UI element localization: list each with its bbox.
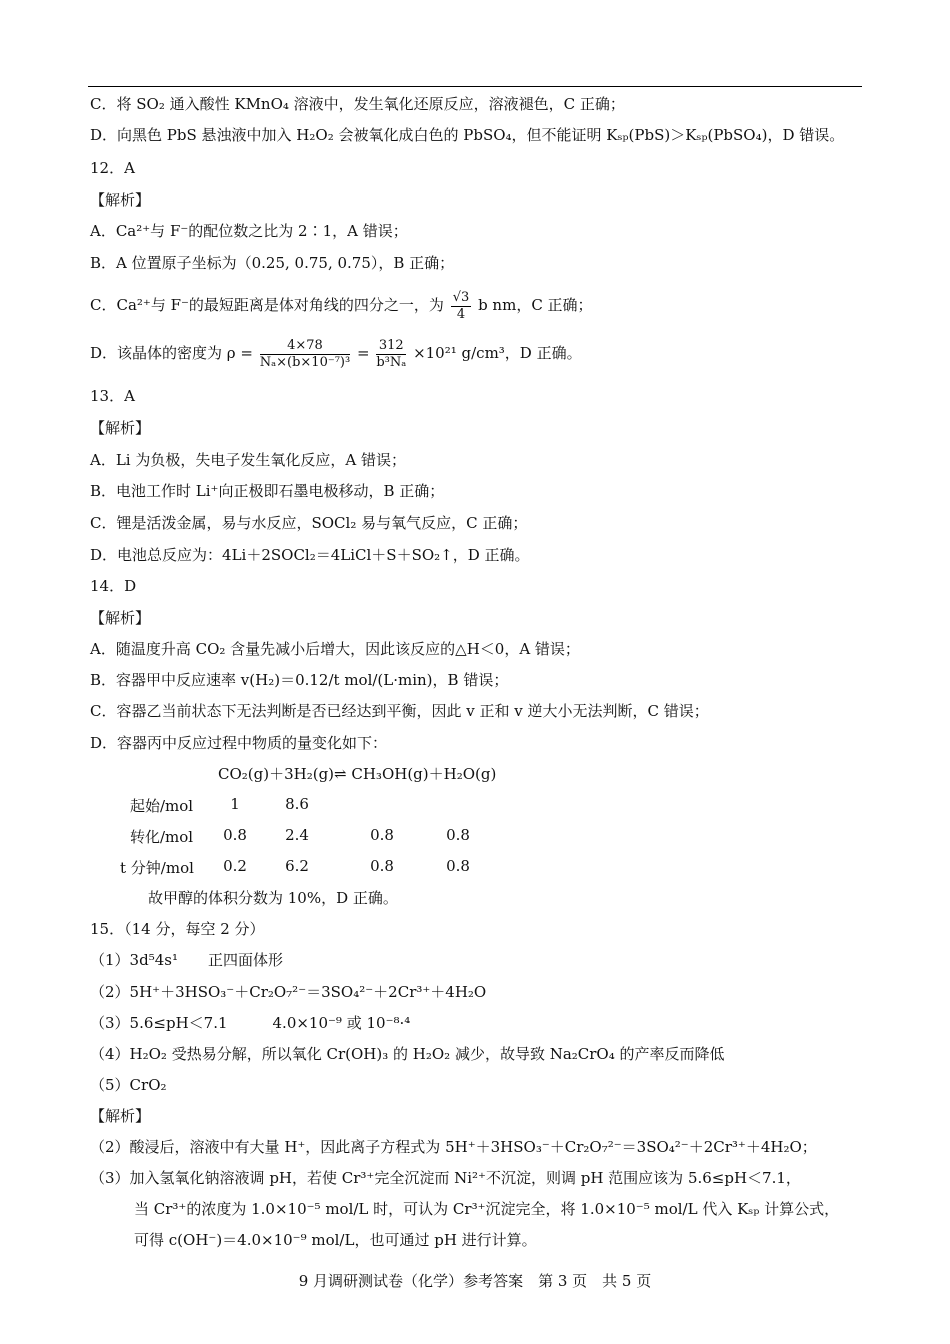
- text-line: C．容器乙当前状态下无法判断是否已经达到平衡，因此 v 正和 v 逆大小无法判断，C 错误；: [90, 702, 709, 720]
- row-label: t 分钟/mol: [120, 859, 194, 877]
- question-number: 13．A: [90, 387, 135, 405]
- text-segment: ×10²¹ g/cm³，D 正确。: [413, 344, 582, 362]
- text-line: B．容器甲中反应速率 v(H₂)＝0.12/t mol/(L·min)，B 错误；: [90, 671, 509, 689]
- text-line: A．Li 为负极，失电子发生氧化反应，A 错误；: [90, 451, 406, 469]
- text-line: C．将 SO₂ 通入酸性 KMnO₄ 溶液中，发生氧化还原反应，溶液褪色，C 正确；: [90, 95, 625, 113]
- text-segment: C．Ca²⁺与 F⁻的最短距离是体对角线的四分之一，为: [90, 296, 444, 314]
- text-line: D．向黑色 PbS 悬浊液中加入 H₂O₂ 会被氧化成白色的 PbSO₄，但不能证明 Kₛₚ(PbS)＞Kₛₚ(PbSO₄)，D 错误。: [90, 126, 845, 144]
- fraction: [260, 338, 350, 371]
- text-segment: D．该晶体的密度为 ρ =: [90, 344, 253, 362]
- table-row: [130, 795, 193, 816]
- fraction-numerator: √3: [452, 289, 470, 305]
- header-rule: [88, 86, 862, 87]
- fraction-denominator: b³Nₐ: [376, 354, 407, 370]
- text-line: 当 Cr³⁺的浓度为 1.0×10⁻⁵ mol/L 时，可认为 Cr³⁺沉淀完全，将 1.0×10⁻⁵ mol/L 代入 Kₛₚ 计算公式，: [134, 1200, 840, 1218]
- text-segment: b nm，C 正确；: [478, 296, 593, 314]
- text-line-density-formula: [90, 333, 582, 373]
- row-label: 转化/mol: [130, 828, 194, 846]
- chemical-equation: CO₂(g)＋3H₂(g)⇌ CH₃OH(g)＋H₂O(g): [218, 765, 497, 783]
- page-footer: 9 月调研测试卷（化学）参考答案 第 3 页 共 5 页: [298, 1272, 652, 1290]
- text-line: D．电池总反应为：4Li＋2SOCl₂＝4LiCl＋S＋SO₂↑，D 正确。: [90, 546, 530, 564]
- question-number: 12．A: [90, 159, 135, 177]
- table-cell: 0.8: [446, 857, 470, 875]
- table-cell: 0.8: [370, 857, 394, 875]
- fraction: [451, 290, 472, 323]
- table-cell: 0.8: [446, 826, 470, 844]
- answer-line: （1）3d⁵4s¹ 正四面体形: [90, 951, 283, 969]
- table-cell: 2.4: [285, 826, 309, 844]
- fraction-numerator: 4×78: [260, 338, 350, 355]
- text-line: B．A 位置原子坐标为（0.25, 0.75, 0.75），B 正确；: [90, 254, 455, 272]
- answer-line: （3）5.6≤pH＜7.1 4.0×10⁻⁹ 或 10⁻⁸·⁴: [90, 1014, 411, 1032]
- text-line: 可得 c(OH⁻)＝4.0×10⁻⁹ mol/L，也可通过 pH 进行计算。: [134, 1231, 537, 1249]
- answer-line: （4）H₂O₂ 受热易分解，所以氧化 Cr(OH)₃ 的 H₂O₂ 减少，故导致 Na₂CrO₄ 的产率反而降低: [90, 1045, 725, 1063]
- fraction-denominator: 4: [456, 306, 466, 322]
- analysis-heading: 【解析】: [90, 191, 151, 209]
- analysis-heading: 【解析】: [90, 609, 151, 627]
- fraction-numerator: 312: [376, 338, 406, 355]
- text-line: A．Ca²⁺与 F⁻的配位数之比为 2∶1，A 错误；: [90, 222, 408, 240]
- text-line: （3）加入氢氧化钠溶液调 pH，若使 Cr³⁺完全沉淀而 Ni²⁺不沉淀，则调 pH 范围应该为 5.6≤pH＜7.1，: [90, 1169, 801, 1187]
- table-cell: 6.2: [285, 857, 309, 875]
- analysis-heading: 【解析】: [90, 1107, 151, 1125]
- table-cell: 0.8: [370, 826, 394, 844]
- text-line: （2）酸浸后，溶液中有大量 H⁺，因此离子方程式为 5H⁺＋3HSO₃⁻＋Cr₂O₇²⁻＝3SO₄²⁻＋2Cr³⁺＋4H₂O；: [90, 1138, 817, 1156]
- question-number: 14．D: [90, 577, 137, 595]
- table-row: [130, 826, 193, 847]
- table-cell: 0.8: [223, 826, 247, 844]
- text-line: B．电池工作时 Li⁺向正极即石墨电极移动，B 正确；: [90, 482, 445, 500]
- text-line: C．锂是活泼金属，易与水反应，SOCl₂ 易与氧气反应，C 正确；: [90, 514, 528, 532]
- text-line: 故甲醇的体积分数为 10%，D 正确。: [148, 889, 398, 907]
- answer-line: （5）CrO₂: [90, 1076, 167, 1094]
- table-cell: 1: [230, 795, 240, 813]
- fraction-denominator: Nₐ×(b×10⁻⁷)³: [259, 354, 351, 370]
- table-row: [120, 857, 194, 878]
- table-cell: 8.6: [285, 795, 309, 813]
- fraction: [376, 338, 406, 371]
- analysis-heading: 【解析】: [90, 419, 151, 437]
- table-cell: 0.2: [223, 857, 247, 875]
- text-line: A．随温度升高 CO₂ 含量先减小后增大，因此该反应的△H＜0，A 错误；: [90, 640, 580, 658]
- equals-sign: =: [356, 344, 370, 362]
- answer-line: （2）5H⁺＋3HSO₃⁻＋Cr₂O₇²⁻＝3SO₄²⁻＋2Cr³⁺＋4H₂O: [90, 983, 487, 1001]
- text-line: D．容器丙中反应过程中物质的量变化如下：: [90, 734, 388, 752]
- question-number: 15．（14 分，每空 2 分）: [90, 920, 265, 938]
- row-label: 起始/mol: [130, 797, 194, 815]
- text-line-with-fraction: [90, 287, 593, 323]
